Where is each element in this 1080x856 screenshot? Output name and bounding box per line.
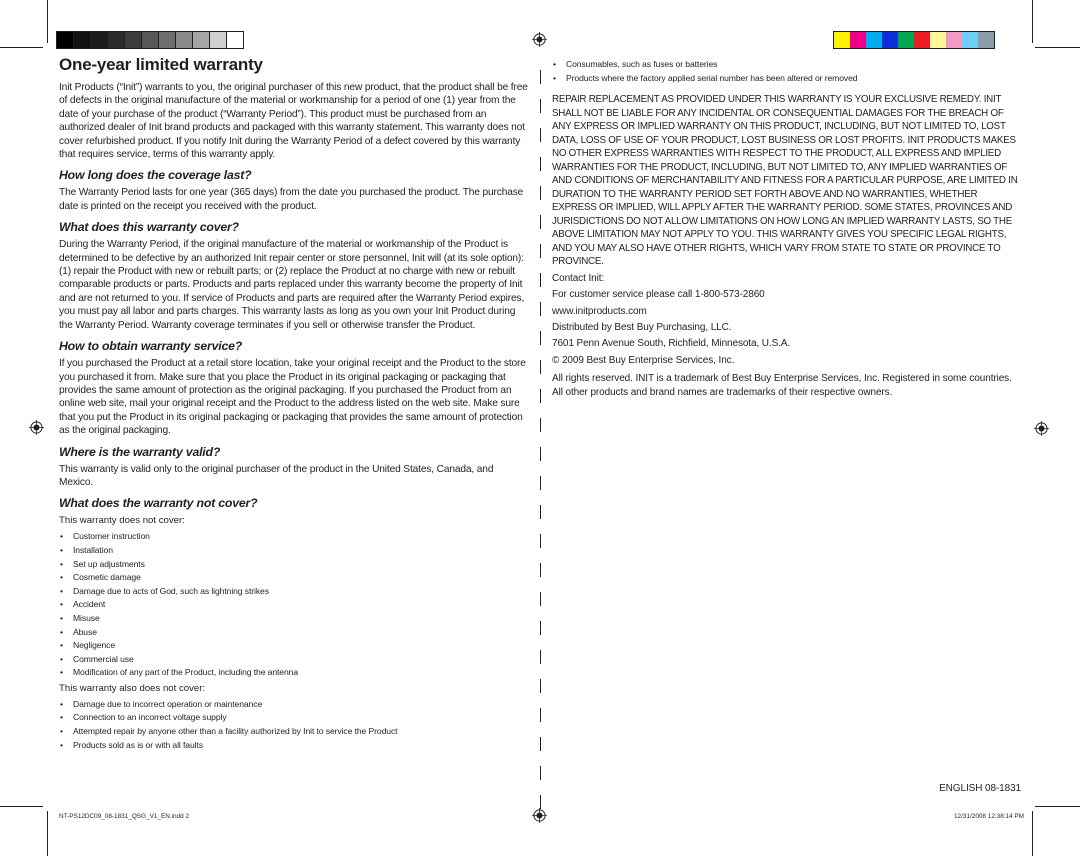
rights-notice: All rights reserved. INIT is a trademark of Best Buy Enterprise Services, Inc. Registered in some countries. All other products and brand names are trademarks of their respective owners. — [552, 373, 1012, 398]
list-item: • Cosmetic damage — [59, 571, 529, 585]
gray-swatch — [57, 32, 73, 48]
fold-dash — [540, 244, 541, 258]
color-swatch — [850, 32, 866, 48]
file-name-slug: NT-PS12DC09_08-1831_QSG_V1_EN.indd 2 — [59, 813, 190, 820]
crop-mark-top-left-v — [47, 0, 48, 43]
gray-swatch — [124, 32, 141, 48]
gray-swatch — [175, 32, 192, 48]
valid-heading: Where is the warranty valid? — [59, 444, 221, 459]
crop-mark-bottom-left-v — [47, 811, 48, 856]
fold-dash — [540, 302, 541, 316]
fold-dash — [540, 215, 541, 229]
address: 7601 Penn Avenue South, Richfield, Minnesota, U.S.A. — [552, 338, 791, 350]
continued-exclusions-list — [552, 58, 1022, 85]
fold-dash — [540, 621, 541, 635]
obtain-heading: How to obtain warranty service? — [59, 339, 243, 354]
fold-dash — [540, 795, 541, 809]
list-item: • Negligence — [59, 639, 529, 653]
contact-label: Contact Init: — [552, 272, 605, 284]
fold-dash — [540, 679, 541, 693]
gray-swatch — [73, 32, 90, 48]
not-cover-list — [59, 530, 529, 680]
crop-mark-top-right-h — [1035, 47, 1080, 48]
list-item: • Products where the factory applied serial number has been altered or removed — [552, 72, 1022, 86]
gray-swatch — [141, 32, 158, 48]
list-item: • Accident — [59, 598, 529, 612]
valid-paragraph: This warranty is valid only to the original purchaser of the product in the United States, Canada, and Mexico. — [59, 463, 494, 488]
color-calibration-bar — [833, 31, 995, 49]
coverage-paragraph: The Warranty Period lasts for one year (365 days) from the date you purchased the product. The purchase date is printed on the receipt you received with the product. — [59, 187, 524, 212]
page-title: One-year limited warranty — [59, 55, 263, 74]
contact-phone: For customer service please call 1-800-573-2860 — [552, 289, 765, 301]
fold-dash — [540, 505, 541, 519]
not-cover-heading: What does the warranty not cover? — [59, 496, 258, 511]
registration-mark-right — [1034, 421, 1049, 436]
fold-dash — [540, 186, 541, 200]
fold-dash — [540, 418, 541, 432]
gray-swatch — [90, 32, 107, 48]
fold-dash — [540, 99, 541, 113]
list-item: • Consumables, such as fuses or batteries — [552, 58, 1022, 72]
also-not-cover-intro: This warranty also does not cover: — [59, 682, 206, 694]
fold-dash — [540, 70, 541, 84]
cover-paragraph: During the Warranty Period, if the original manufacture of the material or workmanship of the Product is determined to be defective by an authorized Init repair center or store personnel, Init will (at its sole option): (1) repair the Product with new or rebuilt parts; or (2) replace the Product at no charge with new or rebuilt comparable products or parts. Products and parts replaced under this warranty become the property of Init and are not returned to you. If service of Products and parts are required after the Warranty Period expires, you must pay all labor and parts charges. This warranty lasts as long as you own your Init Product during the Warranty Period. Warranty coverage terminates if you sell or otherwise transfer the Product. — [59, 239, 525, 331]
crop-mark-top-left-h — [0, 47, 43, 48]
list-item: • Attempted repair by anyone other than a facility authorized by Init to service the Product — [59, 725, 529, 739]
color-swatch — [930, 32, 946, 48]
disclaimer-paragraph: REPAIR REPLACEMENT AS PROVIDED UNDER THIS WARRANTY IS YOUR EXCLUSIVE REMEDY. INIT SHALL NOT BE LIABLE FOR ANY INCIDENTAL OR CONSEQUENTIAL DAMAGES FOR THE BREACH OF ANY EXPRESS OR IMPLIED WARRANTY ON THIS PRODUCT, INCLUDING, BUT NOT LIMITED TO, LOST DATA, LOSS OF USE OF YOUR PRODUCT, LOST BUSINESS OR LOST PROFITS. INIT PRODUCTS MAKES NO OTHER EXPRESS WARRANTIES WITH RESPECT TO THE PRODUCT, ALL EXPRESS AND IMPLIED WARRANTIES FOR THE PRODUCT, INCLUDING, BUT NOT LIMITED TO, ANY IMPLIED WARRANTIES OF AND CONDITIONS OF MERCHANTABILITY AND FITNESS FOR A PARTICULAR PURPOSE, ARE LIMITED IN DURATION TO THE WARRANTY PERIOD SET FORTH ABOVE AND NO WARRANTIES, WHETHER EXPRESS OR IMPLIED, WILL APPLY AFTER THE WARRANTY PERIOD. SOME STATES, PROVINCES AND JURISDICTIONS DO NOT ALLOW LIMITATIONS ON HOW LONG AN IMPLIED WARRANTY LASTS, SO THE ABOVE LIMITATION MAY NOT APPLY TO YOU. THIS WARRANTY GIVES YOU SPECIFIC LEGAL RIGHTS, AND YOU MAY ALSO HAVE OTHER RIGHTS, WHICH VARY FROM STATE TO STATE OR PROVINCE TO PROVINCE. — [552, 94, 1018, 268]
grayscale-calibration-bar — [56, 31, 244, 49]
fold-dash — [540, 447, 541, 461]
not-cover-intro: This warranty does not cover: — [59, 515, 185, 527]
list-item: • Products sold as is or with all faults — [59, 739, 529, 753]
gray-swatch — [158, 32, 175, 48]
color-swatch — [914, 32, 930, 48]
crop-mark-bottom-right-h — [1035, 806, 1080, 807]
distributor: Distributed by Best Buy Purchasing, LLC. — [552, 321, 732, 333]
print-timestamp: 12/31/2008 12:38:14 PM — [954, 813, 1024, 820]
fold-dash — [540, 360, 541, 374]
list-item: • Modification of any part of the Product, including the antenna — [59, 666, 529, 680]
registration-mark-left — [29, 420, 44, 435]
fold-dash — [540, 273, 541, 287]
fold-dash — [540, 389, 541, 403]
right-column — [552, 58, 1022, 401]
also-not-cover-list — [59, 698, 529, 752]
fold-dash — [540, 331, 541, 345]
obtain-paragraph: If you purchased the Product at a retail store location, take your original receipt and the Product to the store you purchased it from. Make sure that you place the Product in its original packaging or packaging that provides the same amount of protection as the original packaging. If you purchased the Product from an online web site, mail your original receipt and the Product to the address listed on the web site. Make sure that you put the Product in its original packaging or packaging that provides the same amount of protection as the original packaging. — [59, 358, 526, 437]
list-item: • Connection to an incorrect voltage supply — [59, 711, 529, 725]
registration-mark-top — [532, 32, 547, 47]
color-swatch — [834, 32, 850, 48]
fold-dash — [540, 737, 541, 751]
gray-swatch — [209, 32, 226, 48]
gray-swatch — [226, 32, 243, 48]
left-column — [59, 55, 529, 754]
list-item: • Set up adjustments — [59, 558, 529, 572]
fold-dash — [540, 476, 541, 490]
fold-dash — [540, 157, 541, 171]
color-swatch — [898, 32, 914, 48]
list-item: • Abuse — [59, 626, 529, 640]
page-label: ENGLISH 08-1831 — [939, 783, 1021, 794]
fold-dash — [540, 592, 541, 606]
color-swatch — [978, 32, 994, 48]
copyright: © 2009 Best Buy Enterprise Services, Inc. — [552, 354, 735, 366]
list-item: • Damage due to incorrect operation or maintenance — [59, 698, 529, 712]
list-item: • Customer instruction — [59, 530, 529, 544]
intro-paragraph: Init Products (“Init”) warrants to you, the original purchaser of this new product, that the product shall be free of defects in the original manufacture of the material or workmanship for a period of one (1) year from the date of your purchase of the product (“Warranty Period”). This product must be purchased from an authorized dealer of Init brand products and packaged with this warranty statement. This warranty does not cover refurbished product. If you notify Init during the Warranty Period of a defect covered by this warranty that requires service, terms of this warranty apply. — [59, 82, 528, 161]
fold-dash — [540, 534, 541, 548]
gray-swatch — [107, 32, 124, 48]
color-swatch — [946, 32, 962, 48]
coverage-heading: How long does the coverage last? — [59, 168, 252, 183]
fold-dash — [540, 650, 541, 664]
color-swatch — [866, 32, 882, 48]
registration-mark-bottom — [532, 808, 547, 823]
list-item: • Misuse — [59, 612, 529, 626]
fold-dash — [540, 563, 541, 577]
gray-swatch — [192, 32, 209, 48]
fold-dash — [540, 708, 541, 722]
list-item: • Installation — [59, 544, 529, 558]
crop-mark-bottom-left-h — [0, 806, 43, 807]
website-link[interactable]: www.initproducts.com — [552, 305, 647, 317]
color-swatch — [962, 32, 978, 48]
cover-heading: What does this warranty cover? — [59, 220, 239, 235]
list-item: • Damage due to acts of God, such as lightning strikes — [59, 585, 529, 599]
crop-mark-bottom-right-v — [1032, 811, 1033, 856]
crop-mark-top-right-v — [1032, 0, 1033, 43]
fold-dash — [540, 128, 541, 142]
fold-dash — [540, 766, 541, 780]
color-swatch — [882, 32, 898, 48]
list-item: • Commercial use — [59, 653, 529, 667]
